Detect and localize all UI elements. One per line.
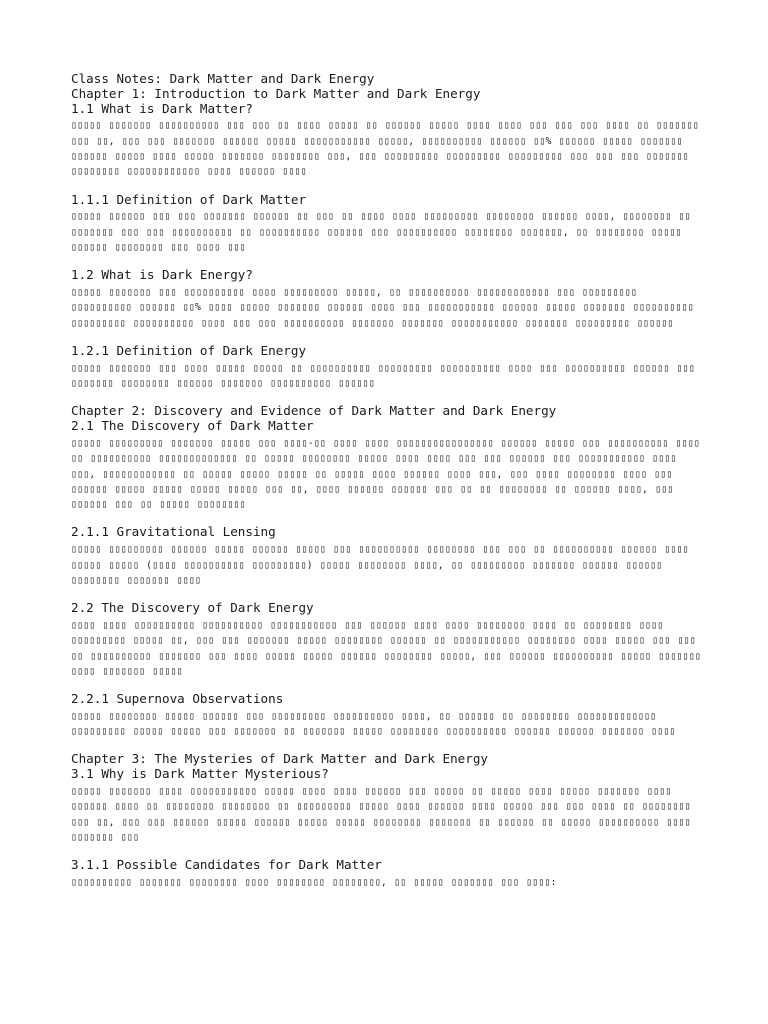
section-1-1-1-heading: 1.1.1 Definition of Dark Matter — [71, 191, 307, 207]
chapter-2-heading: Chapter 2: Discovery and Evidence of Dark Matter and Dark Energy — [71, 403, 557, 419]
section-1-1-1-body: ▯▯▯▯▯ ▯▯▯▯▯▯ ▯▯▯ ▯▯▯ ▯▯▯▯▯▯▯ ▯▯▯▯▯▯ ▯▯ ▯▯▯ ▯▯ ▯▯▯▯ ▯▯▯▯ ▯▯▯▯▯▯▯▯▯ ▯▯▯▯▯▯▯▯ ▯▯▯▯▯▯ ▯▯▯▯, ▯▯▯▯▯▯▯▯ ▯▯ ▯▯▯▯▯▯▯ ▯▯▯ ▯▯▯ ▯▯▯▯▯▯▯▯▯▯ ▯▯ ▯▯▯▯▯▯▯▯▯▯ ▯▯▯▯▯▯ ▯▯▯ ▯▯▯▯▯▯▯▯▯▯ ▯▯▯▯▯▯▯▯ ▯▯▯▯▯▯▯, ▯▯ ▯▯▯▯▯▯▯▯ ▯▯▯▯▯ ▯▯▯▯▯▯ ▯▯▯▯▯▯▯▯ ▯▯▯ ▯▯▯▯ ▯▯▯ — [71, 211, 691, 253]
section-2-1-1-body: ▯▯▯▯▯ ▯▯▯▯▯▯▯▯▯ ▯▯▯▯▯▯ ▯▯▯▯▯ ▯▯▯▯▯▯ ▯▯▯▯▯ ▯▯▯ ▯▯▯▯▯▯▯▯▯▯ ▯▯▯▯▯▯▯▯ ▯▯▯ ▯▯▯ ▯▯ ▯▯▯▯▯▯▯▯▯▯ ▯▯▯▯▯▯ ▯▯▯▯ ▯▯▯▯▯ ▯▯▯▯▯ (▯▯▯▯ ▯▯▯▯▯▯▯▯▯▯ ▯▯▯▯▯▯▯▯▯) ▯▯▯▯▯ ▯▯▯▯▯▯▯▯ ▯▯▯▯, ▯▯ ▯▯▯▯▯▯▯▯▯ ▯▯▯▯▯▯▯ ▯▯▯▯▯▯ ▯▯▯▯▯▯ ▯▯▯▯▯▯▯▯ ▯▯▯▯▯▯▯ ▯▯▯▯ — [71, 544, 689, 586]
document-title: Class Notes: Dark Matter and Dark Energy — [71, 71, 375, 86]
section-2-1-heading: 2.1 The Discovery of Dark Matter — [71, 418, 314, 434]
section-3-1-1-body: ▯▯▯▯▯▯▯▯▯▯ ▯▯▯▯▯▯▯ ▯▯▯▯▯▯▯▯ ▯▯▯▯ ▯▯▯▯▯▯▯▯ ▯▯▯▯▯▯▯▯, ▯▯ ▯▯▯▯▯ ▯▯▯▯▯▯▯ ▯▯▯ ▯▯▯▯: — [71, 877, 557, 889]
section-3-1-body: ▯▯▯▯▯ ▯▯▯▯▯▯▯ ▯▯▯▯ ▯▯▯▯▯▯▯▯▯▯▯ ▯▯▯▯▯ ▯▯▯▯ ▯▯▯▯ ▯▯▯▯▯▯ ▯▯▯ ▯▯▯▯▯ ▯▯ ▯▯▯▯▯ ▯▯▯▯ ▯▯▯▯▯ ▯▯▯▯▯▯▯ ▯▯▯▯ ▯▯▯▯▯▯ ▯▯▯▯ ▯▯ ▯▯▯▯▯▯▯▯ ▯▯▯▯▯▯▯▯ ▯▯ ▯▯▯▯▯▯▯▯▯ ▯▯▯▯▯ ▯▯▯▯ ▯▯▯▯▯▯ ▯▯▯▯ ▯▯▯▯▯ ▯▯▯ ▯▯▯ ▯▯▯▯ ▯▯ ▯▯▯▯▯▯▯▯ ▯▯▯ ▯▯, ▯▯▯ ▯▯▯ ▯▯▯▯▯▯ ▯▯▯▯▯ ▯▯▯▯▯▯ ▯▯▯▯▯ ▯▯▯▯▯ ▯▯▯▯▯▯▯▯ ▯▯▯▯▯▯▯ ▯▯ ▯▯▯▯▯▯ ▯▯ ▯▯▯▯▯ ▯▯▯▯▯▯▯▯▯▯ ▯▯▯▯ ▯▯▯▯▯▯▯ ▯▯▯ — [71, 786, 691, 843]
chapter-1-heading: Chapter 1: Introduction to Dark Matter and Dark Energy — [71, 85, 481, 101]
section-2-2-heading: 2.2 The Discovery of Dark Energy — [71, 600, 314, 616]
chapter-3-heading: Chapter 3: The Mysteries of Dark Matter and Dark Energy — [71, 751, 489, 767]
section-1-2-1-body: ▯▯▯▯▯ ▯▯▯▯▯▯▯ ▯▯▯ ▯▯▯▯ ▯▯▯▯▯ ▯▯▯▯▯ ▯▯ ▯▯▯▯▯▯▯▯▯▯ ▯▯▯▯▯▯▯▯▯ ▯▯▯▯▯▯▯▯▯▯ ▯▯▯▯ ▯▯▯ ▯▯▯▯▯▯▯▯▯▯ ▯▯▯▯▯▯ ▯▯▯ ▯▯▯▯▯▯▯ ▯▯▯▯▯▯▯▯ ▯▯▯▯▯▯ ▯▯▯▯▯▯▯ ▯▯▯▯▯▯▯▯▯▯ ▯▯▯▯▯▯ — [71, 362, 695, 390]
section-1-1-body: ▯▯▯▯▯ ▯▯▯▯▯▯▯ ▯▯▯▯▯▯▯▯▯▯ ▯▯▯ ▯▯▯ ▯▯ ▯▯▯▯ ▯▯▯▯▯ ▯▯ ▯▯▯▯▯▯ ▯▯▯▯▯ ▯▯▯▯ ▯▯▯▯ ▯▯▯ ▯▯▯ ▯▯▯ ▯▯▯▯ ▯▯ ▯▯▯▯▯▯▯ ▯▯▯ ▯▯, ▯▯▯ ▯▯▯ ▯▯▯▯▯▯▯ ▯▯▯▯▯▯ ▯▯▯▯▯ ▯▯▯▯▯▯▯▯▯▯▯ ▯▯▯▯▯, ▯▯▯▯▯▯▯▯▯▯ ▯▯▯▯▯▯ ▯▯% ▯▯▯▯▯▯ ▯▯▯▯▯ ▯▯▯▯▯▯▯ ▯▯▯▯▯▯ ▯▯▯▯▯ ▯▯▯▯ ▯▯▯▯▯ ▯▯▯▯▯▯▯ ▯▯▯▯▯▯▯▯ ▯▯▯, ▯▯▯ ▯▯▯▯▯▯▯▯▯ ▯▯▯▯▯▯▯▯▯ ▯▯▯▯▯▯▯▯▯ ▯▯▯ ▯▯▯ ▯▯▯ ▯▯▯▯▯▯▯ ▯▯▯▯▯▯▯▯ ▯▯▯▯▯▯▯▯▯▯▯▯ ▯▯▯▯ ▯▯▯▯▯▯ ▯▯▯▯ — [71, 120, 699, 178]
section-3-1-1-heading: 3.1.1 Possible Candidates for Dark Matter — [71, 857, 382, 873]
section-3-1-heading: 3.1 Why is Dark Matter Mysterious? — [71, 766, 329, 782]
section-1-2-heading: 1.2 What is Dark Energy? — [71, 267, 253, 283]
section-1-2-body: ▯▯▯▯▯ ▯▯▯▯▯▯▯ ▯▯▯ ▯▯▯▯▯▯▯▯▯▯ ▯▯▯▯ ▯▯▯▯▯▯▯▯▯ ▯▯▯▯▯, ▯▯ ▯▯▯▯▯▯▯▯▯▯ ▯▯▯▯▯▯▯▯▯▯▯▯ ▯▯▯ ▯▯▯▯▯▯▯▯▯ ▯▯▯▯▯▯▯▯▯▯ ▯▯▯▯▯▯ ▯▯% ▯▯▯▯ ▯▯▯▯▯ ▯▯▯▯▯▯▯ ▯▯▯▯▯▯ ▯▯▯▯ ▯▯▯ ▯▯▯▯▯▯▯▯▯▯▯ ▯▯▯▯▯▯ ▯▯▯▯▯ ▯▯▯▯▯▯▯ ▯▯▯▯▯▯▯▯▯▯ ▯▯▯▯▯▯▯▯▯ ▯▯▯▯▯▯▯▯▯▯ ▯▯▯▯ ▯▯▯ ▯▯▯ ▯▯▯▯▯▯▯▯▯▯ ▯▯▯▯▯▯▯ ▯▯▯▯▯▯▯ ▯▯▯▯▯▯▯▯▯▯▯ ▯▯▯▯▯▯▯ ▯▯▯▯▯▯▯▯▯ ▯▯▯▯▯▯ — [71, 287, 694, 329]
section-2-2-body: ▯▯▯▯ ▯▯▯▯ ▯▯▯▯▯▯▯▯▯▯ ▯▯▯▯▯▯▯▯▯▯ ▯▯▯▯▯▯▯▯▯▯▯ ▯▯▯ ▯▯▯▯▯▯ ▯▯▯▯ ▯▯▯▯ ▯▯▯▯▯▯▯▯ ▯▯▯▯ ▯▯ ▯▯▯▯▯▯▯▯ ▯▯▯▯ ▯▯▯▯▯▯▯▯▯ ▯▯▯▯▯ ▯▯, ▯▯▯ ▯▯▯ ▯▯▯▯▯▯▯ ▯▯▯▯▯ ▯▯▯▯▯▯▯▯ ▯▯▯▯▯▯ ▯▯ ▯▯▯▯▯▯▯▯▯▯▯ ▯▯▯▯▯▯▯▯ ▯▯▯▯ ▯▯▯▯▯ ▯▯▯ ▯▯▯ ▯▯ ▯▯▯▯▯▯▯▯▯▯ ▯▯▯▯▯▯▯ ▯▯▯ ▯▯▯▯ ▯▯▯▯▯ ▯▯▯▯▯ ▯▯▯▯▯▯ ▯▯▯▯▯▯▯▯ ▯▯▯▯▯, ▯▯▯ ▯▯▯▯▯▯ ▯▯▯▯▯▯▯▯▯▯ ▯▯▯▯▯ ▯▯▯▯▯▯▯ ▯▯▯▯ ▯▯▯▯▯▯▯ ▯▯▯▯▯ — [71, 619, 701, 677]
section-1-1-heading: 1.1 What is Dark Matter? — [71, 100, 253, 116]
section-2-2-1-body: ▯▯▯▯▯ ▯▯▯▯▯▯▯▯ ▯▯▯▯▯ ▯▯▯▯▯▯ ▯▯▯ ▯▯▯▯▯▯▯▯▯ ▯▯▯▯▯▯▯▯▯▯ ▯▯▯▯, ▯▯ ▯▯▯▯▯▯ ▯▯ ▯▯▯▯▯▯▯▯ ▯▯▯▯▯▯▯▯▯▯▯▯▯ ▯▯▯▯▯▯▯▯▯ ▯▯▯▯▯ ▯▯▯▯▯ ▯▯▯ ▯▯▯▯▯▯▯ ▯▯ ▯▯▯▯▯▯▯ ▯▯▯▯▯ ▯▯▯▯▯▯▯▯ ▯▯▯▯▯▯▯▯▯▯ ▯▯▯▯▯▯ ▯▯▯▯▯▯ ▯▯▯▯▯▯▯ ▯▯▯▯ — [71, 710, 676, 738]
section-1-2-1-heading: 1.2.1 Definition of Dark Energy — [71, 342, 307, 358]
section-2-1-body: ▯▯▯▯▯ ▯▯▯▯▯▯▯▯▯ ▯▯▯▯▯▯▯ ▯▯▯▯▯ ▯▯▯ ▯▯▯▯-▯▯ ▯▯▯▯ ▯▯▯▯ ▯▯▯▯▯▯▯▯▯▯▯▯▯▯▯▯ ▯▯▯▯▯▯ ▯▯▯▯▯ ▯▯▯ ▯▯▯▯▯▯▯▯▯▯ ▯▯▯▯ ▯▯ ▯▯▯▯▯▯▯▯▯▯ ▯▯▯▯▯▯▯▯▯▯▯▯▯ ▯▯ ▯▯▯▯▯ ▯▯▯▯▯▯▯▯ ▯▯▯▯▯ ▯▯▯▯ ▯▯▯▯ ▯▯▯ ▯▯▯ ▯▯▯▯▯▯ ▯▯▯ ▯▯▯▯▯▯▯▯▯▯▯ ▯▯▯▯ ▯▯▯, ▯▯▯▯▯▯▯▯▯▯▯▯ ▯▯ ▯▯▯▯▯ ▯▯▯▯▯ ▯▯▯▯▯ ▯▯ ▯▯▯▯▯ ▯▯▯▯ ▯▯▯▯▯▯ ▯▯▯▯ ▯▯▯, ▯▯▯ ▯▯▯▯ ▯▯▯▯▯▯▯▯ ▯▯▯▯ ▯▯▯ ▯▯▯▯▯▯ ▯▯▯▯▯ ▯▯▯▯▯ ▯▯▯▯▯ ▯▯▯▯▯ ▯▯▯ ▯▯, ▯▯▯▯ ▯▯▯▯▯▯ ▯▯▯▯▯▯ ▯▯▯ ▯▯ ▯▯ ▯▯▯▯▯▯▯▯ ▯▯ ▯▯▯▯▯▯ ▯▯▯▯, ▯▯▯ ▯▯▯▯▯▯ ▯▯▯ ▯▯ ▯▯▯▯▯ ▯▯▯▯▯▯▯▯ — [71, 437, 700, 511]
class-notes-page — [71, 72, 701, 890]
section-2-1-1-heading: 2.1.1 Gravitational Lensing — [71, 524, 276, 540]
section-2-2-1-heading: 2.2.1 Supernova Observations — [71, 691, 284, 707]
